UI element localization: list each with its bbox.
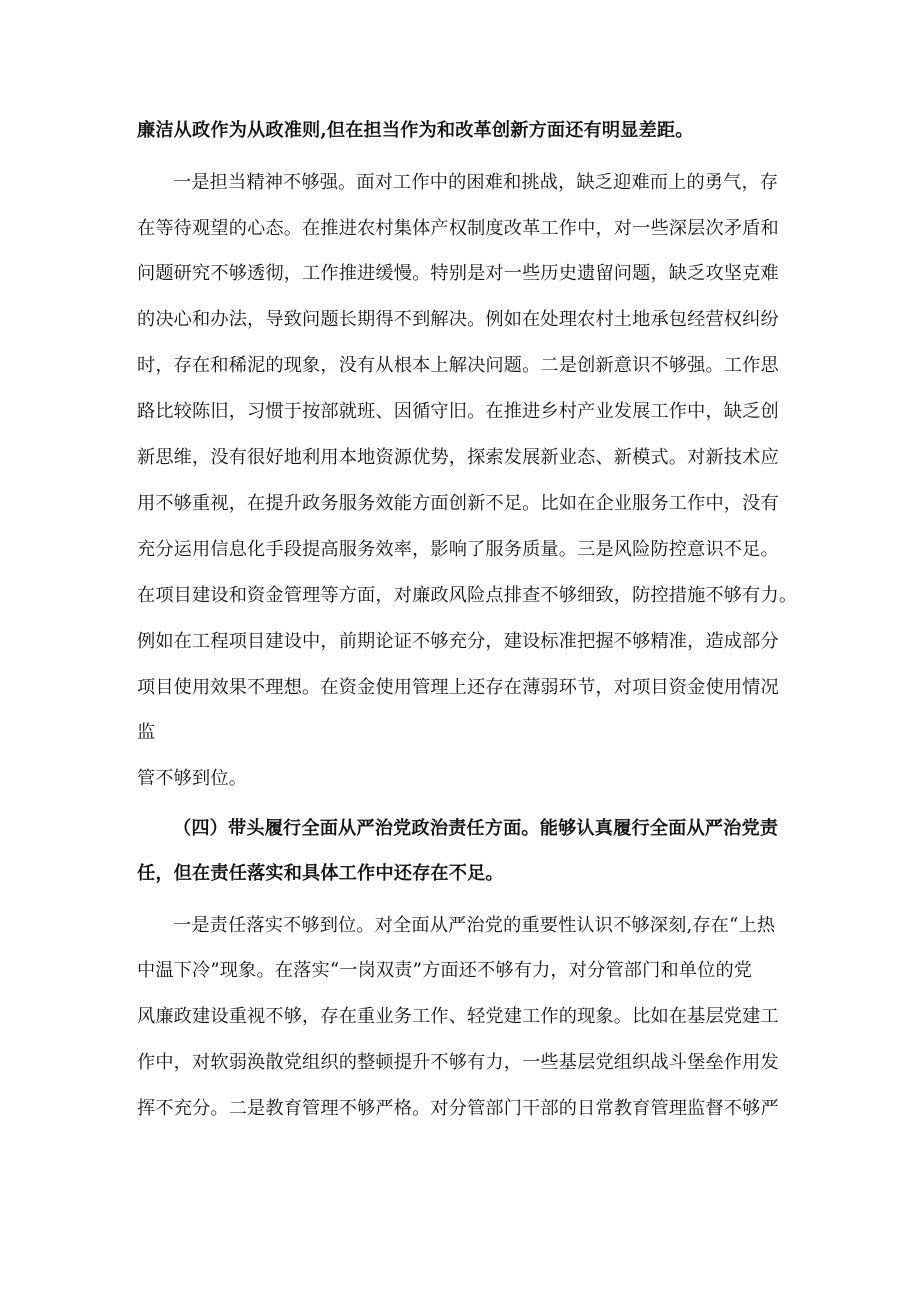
paragraph-line: 一是责任落实不够到位。对全面从严治党的重要性认识不够深刻,存在“上热 bbox=[173, 915, 776, 936]
paragraph-line: 充分运用信息化手段提高服务效率，影响了服务质量。三是风险防控意识不足。 bbox=[137, 539, 779, 560]
paragraph-line: 廉洁从政作为从政准则,但在担当作为和改革创新方面还有明显差距。 bbox=[137, 120, 694, 141]
paragraph-line: 管不够到位。 bbox=[137, 768, 248, 789]
paragraph-line: 监 bbox=[137, 722, 156, 743]
paragraph-line: 的决心和办法，导致问题长期得不到解决。例如在处理农村土地承包经营权纠纷 bbox=[137, 309, 779, 330]
paragraph-line: 项目使用效果不理想。在资金使用管理上还存在薄弱环节，对项目资金使用情况 bbox=[137, 677, 779, 698]
paragraph-line: 作中，对软弱涣散党组织的整顿提升不够有力，一些基层党组织战斗堡垒作用发 bbox=[137, 1052, 779, 1073]
section-heading-line: （四）带头履行全面从严治党政治责任方面。能够认真履行全面从严治党责 bbox=[173, 818, 779, 839]
paragraph-line: 挥不充分。二是教育管理不够严格。对分管部门干部的日常教育管理监督不够严 bbox=[137, 1098, 779, 1119]
paragraph-line: 新思维，没有很好地利用本地资源优势，探索发展新业态、新模式。对新技术应 bbox=[137, 447, 779, 468]
section-heading-line: 任，但在责任落实和具体工作中还存在不足。 bbox=[137, 863, 504, 884]
paragraph-line: 时，存在和稀泥的现象，没有从根本上解决问题。二是创新意识不够强。工作思 bbox=[137, 355, 779, 376]
paragraph-line: 一是担当精神不够强。面对工作中的困难和挑战，缺乏迎难而上的勇气，存 bbox=[173, 172, 779, 193]
paragraph-line: 问题研究不够透彻，工作推进缓慢。特别是对一些历史遗留问题，缺乏攻坚克难 bbox=[137, 263, 779, 284]
paragraph-line: 风廉政建设重视不够，存在重业务工作、轻党建工作的现象。比如在基层党建工 bbox=[137, 1006, 779, 1027]
paragraph-line: 路比较陈旧，习惯于按部就班、因循守旧。在推进乡村产业发展工作中，缺乏创 bbox=[137, 401, 779, 422]
paragraph-line: 例如在工程项目建设中，前期论证不够充分，建设标准把握不够精准，造成部分 bbox=[137, 631, 779, 652]
paragraph-line: 在等待观望的心态。在推进农村集体产权制度改革工作中，对一些深层次矛盾和 bbox=[137, 218, 779, 239]
paragraph-line: 用不够重视，在提升政务服务效能方面创新不足。比如在企业服务工作中，没有 bbox=[137, 493, 779, 514]
paragraph-line: 中温下冷”现象。在落实“一岗双责”方面还不够有力，对分管部门和单位的党 bbox=[137, 960, 753, 981]
paragraph-line: 在项目建设和资金管理等方面，对廉政风险点排查不够细致，防控措施不够有力。 bbox=[137, 585, 798, 606]
